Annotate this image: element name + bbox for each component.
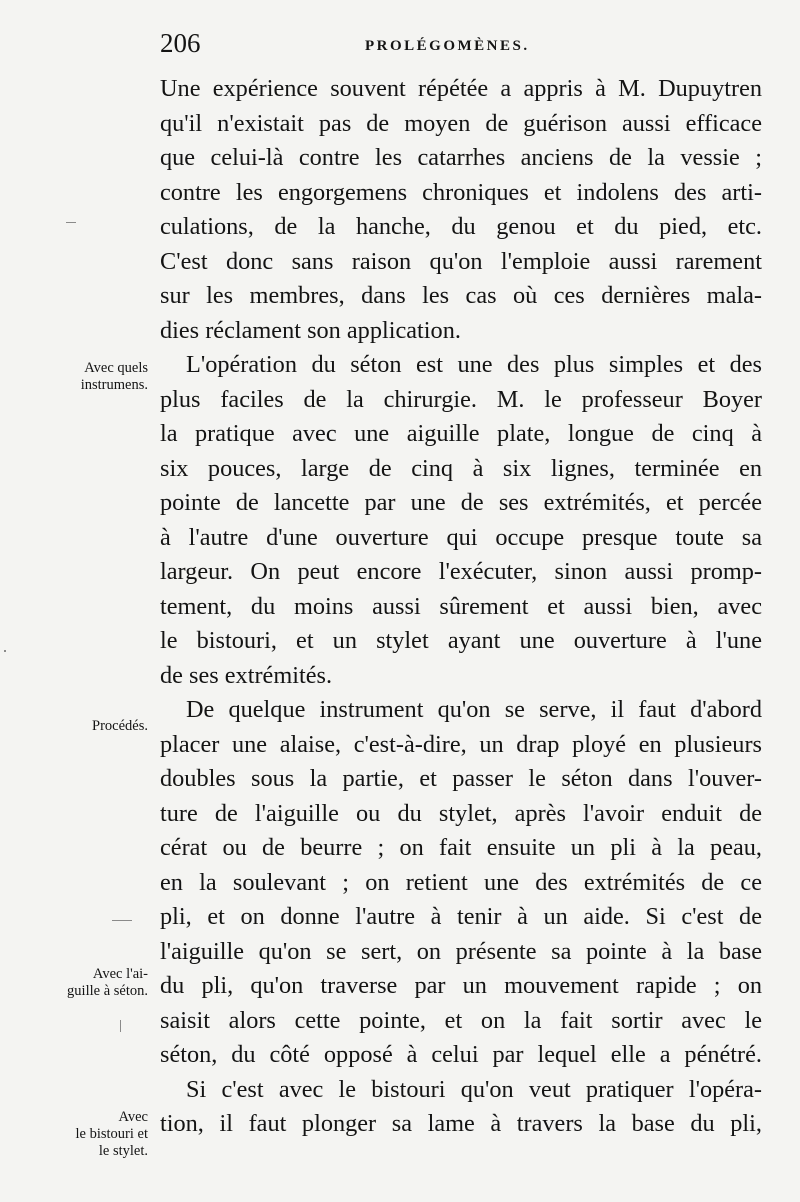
running-title: PROLÉGOMÈNES.	[365, 38, 530, 54]
text-line: de ses extrémités.	[160, 661, 333, 689]
text-line: six pouces, large de cinq à six lignes, terminée en	[160, 454, 762, 482]
text-line: culations, de la hanche, du genou et du pied, etc.	[160, 213, 762, 240]
page-header	[160, 28, 760, 68]
paper-speck	[112, 920, 132, 921]
text-line: ture de l'aiguille ou du stylet, après l'avoir enduit de	[160, 799, 762, 827]
page-number: 206	[160, 28, 201, 58]
text-line: du pli, qu'on traverse par un mouvement rapide ; on	[160, 972, 762, 999]
text-line: la pratique avec une aiguille plate, longue de cinq à	[160, 420, 762, 447]
text-line: L'opération du séton est une des plus simples et des	[186, 351, 762, 378]
text-line: pli, et on donne l'autre à tenir à un aide. Si c'est de	[160, 903, 762, 930]
text-line: tement, du moins aussi sûrement et aussi bien, avec	[160, 592, 762, 620]
text-line: plus faciles de la chirurgie. M. le professeur Boyer	[160, 385, 762, 413]
margin-note-line: instrumens.	[80, 377, 148, 393]
text-line: De quelque instrument qu'on se serve, il faut d'abord	[186, 696, 762, 723]
text-line: dies réclament son application.	[160, 316, 461, 344]
margin-note-aiguille	[67, 966, 148, 1000]
text-line: tion, il faut plonger sa lame à travers la base du pli,	[160, 1110, 762, 1137]
paper-speck	[4, 650, 6, 652]
text-line: Si c'est avec le bistouri qu'on veut pratiquer l'opéra-	[186, 1075, 762, 1103]
text-line: l'aiguille qu'on se sert, on présente sa pointe à la base	[160, 937, 762, 965]
margin-note-line: le stylet.	[98, 1143, 148, 1159]
margin-note-line: Avec	[118, 1109, 148, 1125]
text-line: contre les engorgemens chroniques et indolens des arti-	[160, 178, 762, 206]
margin-note-line: Avec quels	[84, 360, 148, 376]
text-line: à l'autre d'une ouverture qui occupe presque toute sa	[160, 523, 762, 551]
text-line: saisit alors cette pointe, et on la fait sortir avec le	[160, 1006, 762, 1034]
text-line: le bistouri, et un stylet ayant une ouverture à l'une	[160, 627, 762, 654]
text-line: cérat ou de beurre ; on fait ensuite un pli à la peau,	[160, 834, 762, 861]
margin-note-procedes	[92, 718, 148, 735]
text-line: qu'il n'existait pas de moyen de guérison aussi efficace	[160, 109, 762, 137]
text-line: séton, du côté opposé à celui par lequel elle a pénétré.	[160, 1041, 762, 1068]
margin-note-bistouri	[76, 1109, 149, 1160]
text-line: que celui-là contre les catarrhes anciens de la vessie ;	[160, 144, 762, 171]
paper-speck	[66, 222, 76, 223]
paper-speck	[120, 1020, 121, 1032]
margin-note-line: le bistouri et	[75, 1126, 148, 1142]
text-line: pointe de lancette par une de ses extrémités, et percée	[160, 489, 762, 516]
text-line: largeur. On peut encore l'exécuter, sinon aussi promp-	[160, 558, 762, 585]
text-line: sur les membres, dans les cas où ces dernières mala-	[160, 282, 762, 309]
text-line: doubles sous la partie, et passer le séton dans l'ouver-	[160, 765, 762, 792]
margin-note-line: guille à séton.	[67, 983, 148, 999]
text-line: placer une alaise, c'est-à-dire, un drap ployé en plusieurs	[160, 730, 762, 758]
margin-note-line: Avec l'ai-	[92, 966, 148, 982]
text-line: en la soulevant ; on retient une des extrémités de ce	[160, 868, 762, 896]
margin-note-line: Procédés.	[92, 718, 148, 734]
text-line: Une expérience souvent répétée a appris à M. Dupuytren	[160, 75, 762, 102]
margin-note-instruments	[81, 360, 148, 394]
text-line: C'est donc sans raison qu'on l'emploie aussi rarement	[160, 247, 762, 275]
